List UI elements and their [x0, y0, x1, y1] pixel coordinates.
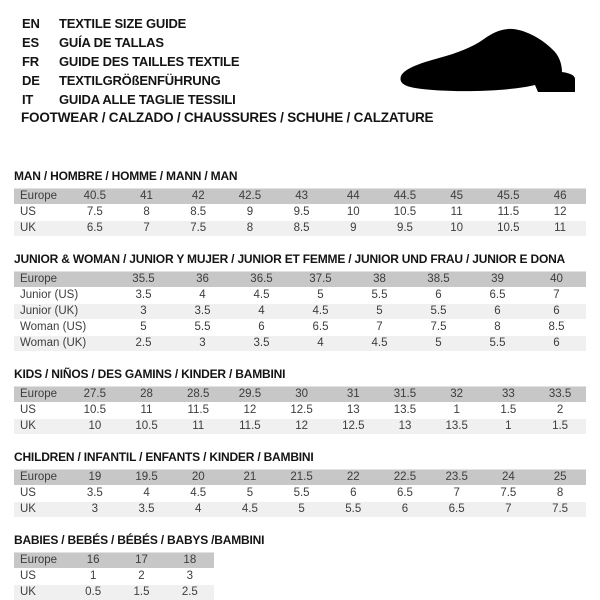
size-value-cell: 36.5	[232, 272, 291, 288]
size-value-cell: 5.5	[409, 304, 468, 320]
size-value-cell: 10.5	[69, 403, 121, 419]
size-value-cell: 44	[327, 189, 379, 205]
size-value-cell: 1	[431, 403, 483, 419]
size-value-cell: 9.5	[276, 205, 328, 221]
size-value-cell: 10	[327, 205, 379, 221]
size-value-cell: 6	[379, 502, 431, 518]
size-value-cell: 42	[172, 189, 224, 205]
size-value-cell: 7	[121, 221, 173, 237]
size-value-cell: 10	[69, 419, 121, 435]
size-row-label: UK	[14, 221, 69, 237]
size-value-cell: 11.5	[483, 205, 535, 221]
size-value-cell: 10.5	[121, 419, 173, 435]
size-value-cell: 2	[534, 403, 586, 419]
size-row-label: Europe	[14, 189, 69, 205]
size-value-cell: 5.5	[276, 486, 328, 502]
language-code: EN	[22, 16, 40, 31]
size-value-cell: 9	[327, 221, 379, 237]
size-row	[14, 205, 586, 221]
size-table-title: MAN / HOMBRE / HOMME / MANN / MAN	[14, 169, 238, 183]
language-line	[22, 71, 239, 90]
size-row-label: US	[14, 569, 69, 585]
size-value-cell: 19.5	[121, 470, 173, 486]
size-tables	[14, 169, 586, 600]
size-value-cell: 1.5	[117, 585, 165, 600]
size-value-cell: 18	[166, 553, 214, 569]
size-value-cell: 4.5	[350, 336, 409, 352]
size-row	[14, 189, 586, 205]
language-line	[22, 52, 239, 71]
size-value-cell: 5.5	[327, 502, 379, 518]
size-row	[14, 569, 214, 585]
size-value-cell: 43	[276, 189, 328, 205]
size-row	[14, 419, 586, 435]
shoe-icon	[394, 22, 586, 100]
size-value-cell: 46	[534, 189, 586, 205]
size-value-cell: 1.5	[483, 403, 535, 419]
size-value-cell: 11.5	[172, 403, 224, 419]
size-value-cell: 27.5	[69, 387, 121, 403]
size-table-title: KIDS / NIÑOS / DES GAMINS / KINDER / BAMBINI	[14, 367, 286, 381]
language-title: GUÍA DE TALLAS	[59, 35, 164, 50]
size-row-label: Woman (US)	[14, 320, 114, 336]
size-row	[14, 486, 586, 502]
size-row-label: Europe	[14, 387, 69, 403]
size-value-cell: 8	[121, 205, 173, 221]
size-row-label: Europe	[14, 272, 114, 288]
size-value-cell: 12.5	[276, 403, 328, 419]
size-value-cell: 12	[276, 419, 328, 435]
size-value-cell: 8.5	[172, 205, 224, 221]
size-value-cell: 13.5	[379, 403, 431, 419]
size-value-cell: 6.5	[69, 221, 121, 237]
size-value-cell: 21.5	[276, 470, 328, 486]
size-value-cell: 22	[327, 470, 379, 486]
size-value-cell: 11.5	[224, 419, 276, 435]
size-section	[14, 450, 586, 518]
size-value-cell: 37.5	[291, 272, 350, 288]
size-row	[14, 553, 214, 569]
size-value-cell: 7.5	[534, 502, 586, 518]
size-value-cell: 25	[534, 470, 586, 486]
size-value-cell: 4	[291, 336, 350, 352]
size-section	[14, 533, 586, 600]
size-value-cell: 7.5	[69, 205, 121, 221]
language-title: TEXTILE SIZE GUIDE	[59, 16, 187, 31]
size-row-label: Europe	[14, 553, 69, 569]
size-table	[14, 469, 586, 518]
size-value-cell: 6	[409, 288, 468, 304]
size-value-cell: 40	[527, 272, 586, 288]
size-value-cell: 8	[534, 486, 586, 502]
size-row	[14, 336, 586, 352]
size-value-cell: 11	[121, 403, 173, 419]
size-value-cell: 22.5	[379, 470, 431, 486]
size-value-cell: 4.5	[232, 288, 291, 304]
size-value-cell: 30	[276, 387, 328, 403]
size-value-cell: 4.5	[172, 486, 224, 502]
size-value-cell: 24	[483, 470, 535, 486]
category-heading: FOOTWEAR / CALZADO / CHAUSSURES / SCHUHE / CALZATURE	[21, 110, 434, 125]
size-value-cell: 2	[117, 569, 165, 585]
size-value-cell: 41	[121, 189, 173, 205]
size-row-label: US	[14, 205, 69, 221]
size-value-cell: 1	[69, 569, 117, 585]
size-value-cell: 13.5	[431, 419, 483, 435]
size-value-cell: 6.5	[291, 320, 350, 336]
language-title-list	[22, 14, 239, 109]
size-value-cell: 40.5	[69, 189, 121, 205]
size-value-cell: 8	[468, 320, 527, 336]
size-row-label: US	[14, 403, 69, 419]
size-value-cell: 45.5	[483, 189, 535, 205]
size-table-title: JUNIOR & WOMAN / JUNIOR Y MUJER / JUNIOR ET FEMME / JUNIOR UND FRAU / JUNIOR E DONA	[14, 252, 566, 266]
size-value-cell: 4.5	[224, 502, 276, 518]
language-code: DE	[22, 73, 40, 88]
size-value-cell: 13	[379, 419, 431, 435]
size-value-cell: 3	[69, 502, 121, 518]
size-value-cell: 32	[431, 387, 483, 403]
size-row-label: UK	[14, 419, 69, 435]
size-value-cell: 3.5	[173, 304, 232, 320]
size-value-cell: 3.5	[121, 502, 173, 518]
size-value-cell: 6	[527, 336, 586, 352]
size-value-cell: 11	[534, 221, 586, 237]
size-value-cell: 20	[172, 470, 224, 486]
size-section	[14, 252, 586, 352]
size-table-title: CHILDREN / INFANTIL / ENFANTS / KINDER / BAMBINI	[14, 450, 314, 464]
size-value-cell: 12	[534, 205, 586, 221]
language-line	[22, 14, 239, 33]
size-value-cell: 45	[431, 189, 483, 205]
size-value-cell: 7	[350, 320, 409, 336]
language-code: FR	[22, 54, 39, 69]
size-value-cell: 8	[224, 221, 276, 237]
size-value-cell: 42.5	[224, 189, 276, 205]
size-value-cell: 0.5	[69, 585, 117, 600]
size-value-cell: 3	[173, 336, 232, 352]
size-value-cell: 35.5	[114, 272, 173, 288]
size-value-cell: 39	[468, 272, 527, 288]
size-row-label: Junior (US)	[14, 288, 114, 304]
size-value-cell: 12	[224, 403, 276, 419]
size-row-label: UK	[14, 502, 69, 518]
size-value-cell: 5.5	[350, 288, 409, 304]
size-value-cell: 33.5	[534, 387, 586, 403]
size-table	[14, 552, 214, 600]
size-row	[14, 272, 586, 288]
size-row	[14, 304, 586, 320]
size-value-cell: 7.5	[409, 320, 468, 336]
size-value-cell: 4	[173, 288, 232, 304]
size-value-cell: 13	[327, 403, 379, 419]
size-row	[14, 585, 214, 600]
size-row-label: Junior (UK)	[14, 304, 114, 320]
size-table	[14, 386, 586, 435]
size-value-cell: 44.5	[379, 189, 431, 205]
language-title: GUIDA ALLE TAGLIE TESSILI	[59, 92, 236, 107]
size-value-cell: 3.5	[232, 336, 291, 352]
size-value-cell: 12.5	[327, 419, 379, 435]
size-value-cell: 5	[409, 336, 468, 352]
size-value-cell: 6.5	[431, 502, 483, 518]
language-title: GUIDE DES TAILLES TEXTILE	[59, 54, 240, 69]
size-value-cell: 6	[232, 320, 291, 336]
size-value-cell: 5	[224, 486, 276, 502]
size-value-cell: 6	[327, 486, 379, 502]
language-line	[22, 90, 239, 109]
size-value-cell: 6	[468, 304, 527, 320]
size-value-cell: 5.5	[468, 336, 527, 352]
size-value-cell: 31	[327, 387, 379, 403]
size-value-cell: 6.5	[379, 486, 431, 502]
size-value-cell: 4.5	[291, 304, 350, 320]
size-value-cell: 29.5	[224, 387, 276, 403]
size-section	[14, 169, 586, 237]
language-line	[22, 33, 239, 52]
size-value-cell: 5	[114, 320, 173, 336]
size-value-cell: 7.5	[172, 221, 224, 237]
size-row	[14, 320, 586, 336]
size-value-cell: 17	[117, 553, 165, 569]
size-value-cell: 31.5	[379, 387, 431, 403]
size-value-cell: 3.5	[69, 486, 121, 502]
language-code: IT	[22, 92, 34, 107]
size-value-cell: 8.5	[527, 320, 586, 336]
size-row-label: Woman (UK)	[14, 336, 114, 352]
size-value-cell: 7	[527, 288, 586, 304]
size-value-cell: 2.5	[166, 585, 214, 600]
size-value-cell: 38.5	[409, 272, 468, 288]
size-value-cell: 9	[224, 205, 276, 221]
size-row	[14, 387, 586, 403]
size-value-cell: 28	[121, 387, 173, 403]
size-value-cell: 4	[121, 486, 173, 502]
language-code: ES	[22, 35, 39, 50]
size-value-cell: 6	[527, 304, 586, 320]
size-value-cell: 2.5	[114, 336, 173, 352]
size-row-label: US	[14, 486, 69, 502]
size-value-cell: 1	[483, 419, 535, 435]
size-value-cell: 11	[172, 419, 224, 435]
size-value-cell: 7.5	[483, 486, 535, 502]
size-value-cell: 19	[69, 470, 121, 486]
size-value-cell: 9.5	[379, 221, 431, 237]
size-value-cell: 10.5	[483, 221, 535, 237]
size-table	[14, 188, 586, 237]
size-value-cell: 11	[431, 205, 483, 221]
size-row	[14, 288, 586, 304]
size-value-cell: 5.5	[173, 320, 232, 336]
size-value-cell: 5	[291, 288, 350, 304]
size-value-cell: 5	[350, 304, 409, 320]
language-title: TEXTILGRÖßENFÜHRUNG	[59, 73, 221, 88]
size-value-cell: 36	[173, 272, 232, 288]
size-table	[14, 271, 586, 352]
size-value-cell: 3.5	[114, 288, 173, 304]
size-row-label: Europe	[14, 470, 69, 486]
size-value-cell: 23.5	[431, 470, 483, 486]
size-row	[14, 470, 586, 486]
size-value-cell: 4	[172, 502, 224, 518]
size-value-cell: 1.5	[534, 419, 586, 435]
size-value-cell: 7	[483, 502, 535, 518]
size-value-cell: 38	[350, 272, 409, 288]
size-value-cell: 16	[69, 553, 117, 569]
size-value-cell: 10.5	[379, 205, 431, 221]
size-value-cell: 7	[431, 486, 483, 502]
size-row-label: UK	[14, 585, 69, 600]
size-value-cell: 4	[232, 304, 291, 320]
size-value-cell: 3	[114, 304, 173, 320]
size-value-cell: 3	[166, 569, 214, 585]
size-row	[14, 403, 586, 419]
size-section	[14, 367, 586, 435]
size-value-cell: 28.5	[172, 387, 224, 403]
size-value-cell: 8.5	[276, 221, 328, 237]
size-value-cell: 21	[224, 470, 276, 486]
size-value-cell: 5	[276, 502, 328, 518]
size-value-cell: 6.5	[468, 288, 527, 304]
size-value-cell: 33	[483, 387, 535, 403]
size-row	[14, 502, 586, 518]
size-row	[14, 221, 586, 237]
size-table-title: BABIES / BEBÉS / BÉBÉS / BABYS /BAMBINI	[14, 533, 265, 547]
size-value-cell: 10	[431, 221, 483, 237]
